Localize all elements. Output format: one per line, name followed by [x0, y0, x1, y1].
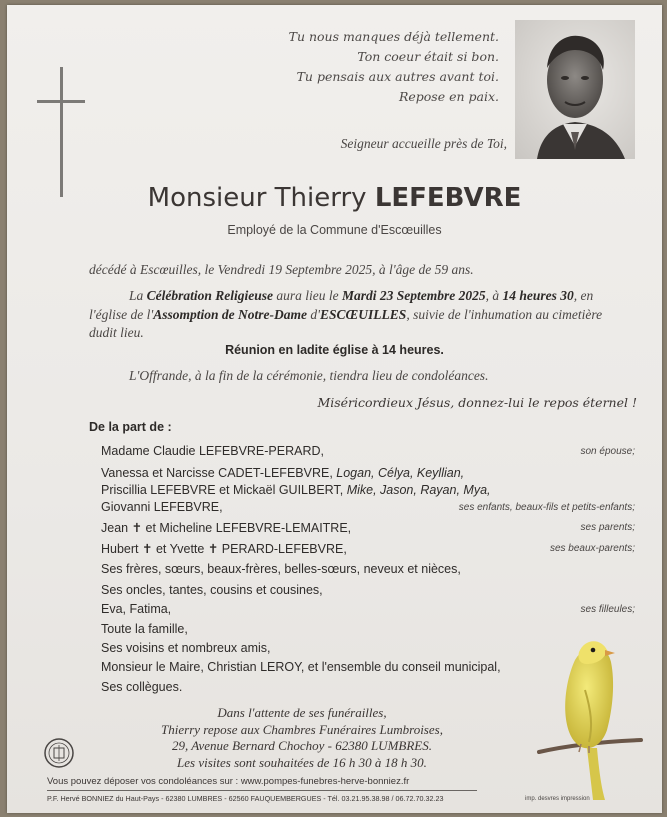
family-line: Madame Claudie LEFEBVRE-PERARD, — [101, 444, 324, 458]
town-name: ESCŒUILLES — [320, 307, 407, 322]
family-relation: ses filleules; — [580, 604, 635, 615]
funeral-details — [147, 705, 457, 771]
offering-notice: L'Offrande, à la fin de la cérémonie, tiendra lieu de condoléances. — [129, 368, 489, 383]
church-name: Assomption de Notre-Dame — [153, 307, 308, 322]
last-name: LEFEBVRE — [374, 183, 522, 213]
family-relation: ses enfants, beaux-fils et petits-enfants; — [458, 502, 635, 513]
funeral-line: 29, Avenue Bernard Chochoy - 62380 LUMBRES. — [172, 738, 432, 753]
celebration-label: Célébration Religieuse — [146, 288, 274, 303]
job-title: Employé de la Commune d'Escœuilles — [227, 223, 442, 237]
celebration-time: 14 heures 30 — [502, 288, 574, 303]
death-notice: décédé à Escœuilles, le Vendredi 19 Septembre 2025, à l'âge de 59 ans. — [89, 262, 474, 277]
family-line: Toute la famille, — [101, 622, 188, 636]
family-line: Jean ✝ et Micheline LEFEBVRE-LEMAITRE, — [101, 521, 352, 535]
latin-cross-icon — [60, 67, 63, 197]
family-line: Ses collègues. — [101, 680, 183, 694]
deceased-name — [7, 183, 662, 213]
latin-cross-icon-bar — [37, 100, 85, 103]
family-line: Hubert ✝ et Yvette ✝ PERARD-LEFEBVRE, — [101, 542, 347, 556]
celebration-line-3: dudit lieu. — [89, 325, 144, 340]
family-line: Ses frères, sœurs, beaux-frères, belles-sœurs, neveux et nièces, — [101, 562, 461, 576]
family-relation: ses parents; — [580, 522, 635, 533]
celebration-line-2: l'église de l'Assomption de Notre-Dame d'ESCŒUILLES, suivie de l'inhumation au cimetière — [89, 307, 603, 322]
family-relation: ses beaux-parents; — [549, 543, 635, 554]
family-line: Monsieur le Maire, Christian LEROY, et l'ensemble du conseil municipal, — [101, 660, 501, 674]
family-line: Vanessa et Narcisse CADET-LEFEBVRE, Logan, Célya, Keyllian, — [101, 466, 465, 480]
canary-illustration — [535, 630, 645, 800]
first-name: Thierry — [274, 183, 367, 213]
funeral-home-seal — [43, 737, 75, 769]
family-line: Giovanni LEFEBVRE, — [101, 500, 223, 514]
obituary-sheet — [7, 5, 662, 813]
poem-line: Repose en paix. — [398, 89, 499, 104]
poem-line: Tu pensais aux autres avant toi. — [296, 69, 499, 84]
family-line: Eva, Fatima, — [101, 602, 172, 616]
footer-divider — [47, 790, 477, 791]
poem-line: Ton coeur était si bon. — [357, 49, 499, 64]
poem-line: Tu nous manques déjà tellement. — [288, 29, 499, 44]
family-line: Priscillia LEFEBVRE et Mickaël GUILBERT, Mike, Jason, Rayan, Mya, — [101, 483, 491, 497]
celebration-date: Mardi 23 Septembre 2025 — [342, 288, 486, 303]
portrait-photo — [515, 20, 635, 159]
poem — [247, 27, 499, 107]
family-line: Ses oncles, tantes, cousins et cousines, — [101, 583, 323, 597]
family-heading: De la part de : — [89, 420, 172, 434]
celebration-line-1: La Célébration Religieuse aura lieu le Mardi 23 Septembre 2025, à 14 heures 30, en — [129, 288, 594, 303]
family-line: Ses voisins et nombreux amis, — [101, 641, 271, 655]
funeral-line: Les visites sont souhaitées de 16 h 30 à 18 h 30. — [177, 754, 427, 770]
family-relation: son épouse; — [580, 446, 635, 457]
final-prayer: Miséricordieux Jésus, donnez-lui le repos éternel ! — [317, 395, 637, 410]
funeral-line: Thierry repose aux Chambres Funéraires Lumbroises, — [161, 721, 443, 737]
funeral-line: Dans l'attente de ses funérailles, — [217, 705, 387, 720]
reunion-notice: Réunion en ladite église à 14 heures. — [225, 343, 444, 357]
civility: Monsieur — [147, 183, 267, 213]
prayer-line: Seigneur accueille près de Toi, — [340, 136, 507, 151]
funeral-home-contact: P.F. Hervé BONNIEZ du Haut-Pays - 62380 LUMBRES - 62560 FAUQUEMBERGUES - Tél. 03.21.95.38.98 / 06.72.70.32.23 — [47, 794, 444, 803]
printer-credit: imp. desvres impression — [525, 796, 590, 802]
condolences-website: Vous pouvez déposer vos condoléances sur : www.pompes-funebres-herve-bonniez.fr — [47, 776, 410, 787]
